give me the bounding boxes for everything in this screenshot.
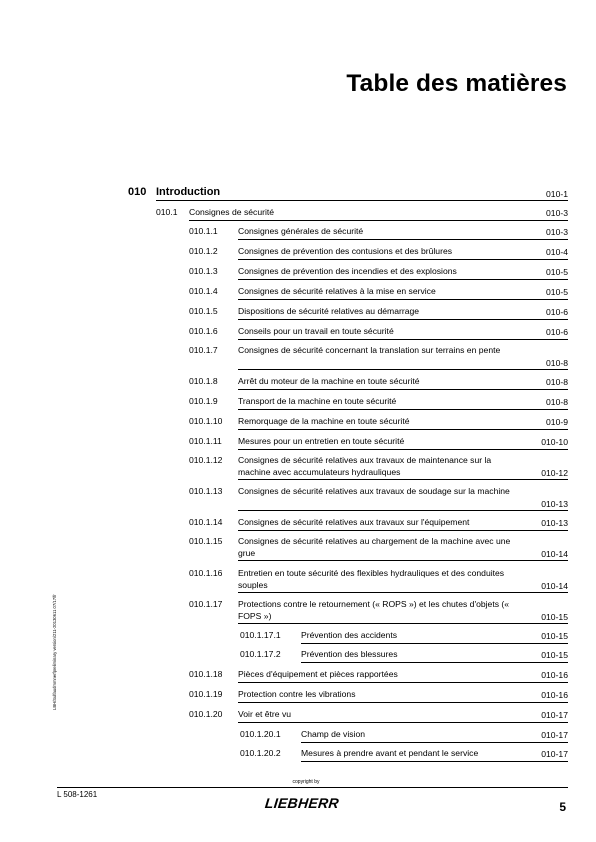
toc-entry-number: 010.1.17.2 (240, 649, 281, 659)
toc-entry[interactable] (240, 649, 568, 663)
toc-entry-rule (238, 299, 568, 300)
toc-entry[interactable] (189, 436, 568, 450)
toc-entry-title: Protections contre le retournement (« ROPS ») et les chutes d'objets (« FOPS ») (238, 599, 510, 621)
toc-entry-page: 010-5 (546, 287, 568, 297)
liebherr-logo: LIEBHERR (264, 795, 340, 811)
toc-entry-page: 010-12 (541, 467, 568, 478)
toc-entry-number: 010.1.7 (189, 345, 218, 355)
toc-entry[interactable] (189, 689, 568, 703)
toc-entry-title: Mesures pour un entretien en toute sécurité (238, 436, 405, 446)
toc-entry-title: Transport de la machine en toute sécurité (238, 396, 397, 406)
toc-entry[interactable] (189, 376, 568, 390)
toc-entry-title: Consignes de sécurité concernant la translation sur terrains en pente (238, 345, 501, 355)
toc-entry-title: Dispositions de sécurité relatives au démarrage (238, 306, 420, 316)
toc-entry-page: 010-9 (546, 417, 568, 427)
toc-entry-page: 010-8 (546, 397, 568, 407)
toc-entry-title: Remorquage de la machine en toute sécurité (238, 416, 410, 426)
toc-entry-title: Consignes générales de sécurité (238, 226, 364, 236)
toc-entry[interactable] (189, 326, 568, 340)
toc-entry-number: 010.1.20.2 (240, 748, 281, 758)
toc-entry-page: 010-14 (541, 580, 568, 591)
toc-entry-rule (156, 200, 568, 201)
toc-entry-rule (238, 429, 568, 430)
toc-entry-page: 010-16 (541, 670, 568, 680)
toc-entry-number: 010.1.5 (189, 306, 218, 316)
toc-entry-number: 010.1.19 (189, 689, 223, 699)
toc-entry[interactable] (189, 455, 568, 480)
toc-entry-rule (238, 592, 568, 593)
toc-entry-rule (238, 479, 568, 480)
toc-entry-rule (238, 682, 568, 683)
toc-entry-page: 010-3 (546, 227, 568, 237)
toc-entry-page: 010-6 (546, 327, 568, 337)
toc-entry[interactable] (189, 599, 568, 624)
toc-entry-page: 010-16 (541, 690, 568, 700)
toc-entry-rule (238, 449, 568, 450)
toc-entry-title: Protection contre les vibrations (238, 689, 356, 699)
toc-entry[interactable] (128, 186, 568, 201)
toc-entry-rule (301, 643, 568, 644)
toc-entry-rule (238, 319, 568, 320)
toc-entry[interactable] (189, 246, 568, 260)
toc-entry[interactable] (189, 266, 568, 280)
toc-entry-number: 010.1.18 (189, 669, 223, 679)
toc-entry[interactable] (240, 630, 568, 644)
toc-entry-title: Prévention des accidents (301, 630, 398, 640)
footer-divider (57, 787, 568, 788)
toc-entry-rule (238, 702, 568, 703)
toc-entry-page: 010-1 (546, 189, 568, 199)
toc-entry-title: Arrêt du moteur de la machine en toute sécurité (238, 376, 420, 386)
toc-entry-number: 010.1.8 (189, 376, 218, 386)
copyright-label: copyright by (292, 779, 320, 785)
toc-entry-number: 010.1.2 (189, 246, 218, 256)
toc-entry[interactable] (189, 416, 568, 430)
toc-entry[interactable] (189, 226, 568, 240)
toc-entry-number: 010.1.14 (189, 517, 223, 527)
side-reference-text: LBH/Sulfaudmmnerfpreliminary version/211-20130611 07/17/fr (52, 594, 57, 710)
toc-entry-rule (238, 259, 568, 260)
toc-entry-number: 010.1.20.1 (240, 729, 281, 739)
document-code: L 508-1261 (57, 790, 98, 799)
toc-entry-page: 010-13 (541, 498, 568, 509)
toc-entry-rule (238, 239, 568, 240)
toc-entry-number: 010.1.9 (189, 396, 218, 406)
toc-entry-number: 010.1.20 (189, 709, 223, 719)
toc-entry-title: Consignes de sécurité relatives aux travaux de soudage sur la machine (238, 486, 510, 496)
toc-entry[interactable] (189, 536, 568, 561)
toc-entry-title: Consignes de sécurité relatives au chargement de la machine avec une grue (238, 536, 511, 558)
toc-entry[interactable] (240, 729, 568, 743)
toc-entry-rule (301, 742, 568, 743)
toc-entry-number: 010.1 (156, 207, 178, 217)
toc-entry-rule (238, 389, 568, 390)
toc-entry[interactable] (156, 207, 568, 221)
toc-entry-page: 010-15 (541, 631, 568, 641)
toc-entry-page: 010-8 (546, 357, 568, 368)
toc-entry-title: Conseils pour un travail en toute sécurité (238, 326, 394, 336)
toc-entry-page: 010-15 (541, 650, 568, 660)
toc-entry-rule (238, 369, 568, 370)
toc-entry-number: 010.1.10 (189, 416, 223, 426)
toc-entry-number: 010.1.3 (189, 266, 218, 276)
toc-entry-rule (238, 560, 568, 561)
toc-entry-number: 010 (128, 186, 147, 198)
toc-entry-title: Consignes de sécurité relatives aux travaux de maintenance sur la machine avec accumulateurs hydrauliques (238, 455, 492, 477)
toc-entry-rule (238, 722, 568, 723)
toc-entry-title: Introduction (156, 186, 221, 198)
toc-entry-title: Consignes de sécurité relatives à la mise en service (238, 286, 436, 296)
toc-entry-number: 010.1.11 (189, 436, 222, 446)
toc-entry[interactable] (240, 748, 568, 762)
toc-entry-page: 010-14 (541, 548, 568, 559)
toc-entry-title: Consignes de prévention des incendies et des explosions (238, 266, 457, 276)
toc-entry-page: 010-17 (541, 730, 568, 740)
toc-entry-title: Consignes de prévention des contusions et des brûlures (238, 246, 453, 256)
toc-entry-number: 010.1.17 (189, 599, 223, 609)
toc-entry[interactable] (189, 517, 568, 531)
toc-entry[interactable] (189, 345, 568, 370)
toc-entry-page: 010-13 (541, 518, 568, 528)
toc-entry-number: 010.1.1 (189, 226, 218, 236)
toc-entry-number: 010.1.13 (189, 486, 223, 496)
toc-entry-rule (238, 409, 568, 410)
toc-entry[interactable] (189, 306, 568, 320)
toc-entry-page: 010-10 (541, 437, 568, 447)
toc-entry-number: 010.1.16 (189, 568, 223, 578)
toc-entry-title: Consignes de sécurité relatives aux travaux sur l'équipement (238, 517, 470, 527)
toc-entry-title: Champ de vision (301, 729, 366, 739)
toc-entry-rule (238, 279, 568, 280)
toc-entry[interactable] (189, 486, 568, 511)
toc-entry-rule (238, 510, 568, 511)
toc-entry[interactable] (189, 396, 568, 410)
toc-entry-page: 010-6 (546, 307, 568, 317)
toc-entry-page: 010-3 (546, 208, 568, 218)
toc-entry-number: 010.1.6 (189, 326, 218, 336)
toc-entry[interactable] (189, 568, 568, 593)
toc-entry-rule (189, 220, 568, 221)
toc-entry-title: Consignes de sécurité (189, 207, 275, 217)
toc-entry-rule (238, 530, 568, 531)
toc-entry[interactable] (189, 286, 568, 300)
toc-entry-page: 010-17 (541, 749, 568, 759)
toc-entry-number: 010.1.17.1 (240, 630, 281, 640)
toc-entry-title: Voir et être vu (238, 709, 292, 719)
toc-entry-number: 010.1.12 (189, 455, 223, 465)
toc-entry-number: 010.1.4 (189, 286, 218, 296)
toc-entry-page: 010-17 (541, 710, 568, 720)
toc-entry-page: 010-15 (541, 611, 568, 622)
toc-entry-number: 010.1.15 (189, 536, 223, 546)
toc-entry[interactable] (189, 669, 568, 683)
toc-entry-title: Mesures à prendre avant et pendant le service (301, 748, 479, 758)
toc-entry-title: Pièces d'équipement et pièces rapportées (238, 669, 398, 679)
toc-entry-page: 010-5 (546, 267, 568, 277)
toc-entry-title: Prévention des blessures (301, 649, 398, 659)
toc-entry-rule (301, 761, 568, 762)
toc-entry-rule (301, 662, 568, 663)
toc-entry[interactable] (189, 709, 568, 723)
toc-entry-rule (238, 339, 568, 340)
page-number: 5 (559, 800, 566, 814)
toc-entry-page: 010-4 (546, 247, 568, 257)
toc-entry-rule (238, 623, 568, 624)
toc-entry-title: Entretien en toute sécurité des flexibles hydrauliques et des conduites souples (238, 568, 505, 590)
toc-entry-page: 010-8 (546, 377, 568, 387)
page-title: Table des matières (346, 70, 567, 97)
